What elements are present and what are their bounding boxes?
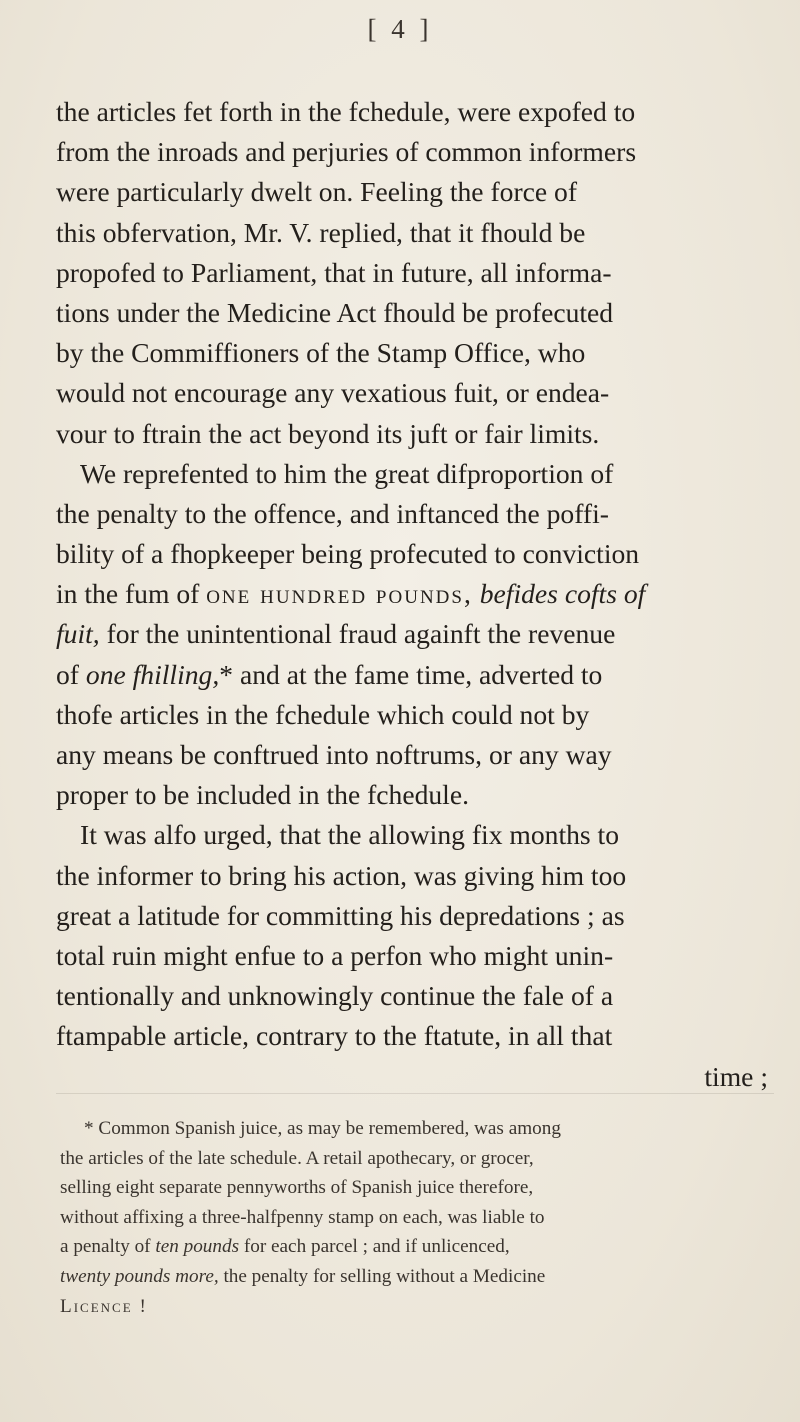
footnote-line <box>60 1232 776 1262</box>
text-line: were particularly dwelt on. Feeling the force of <box>56 176 578 208</box>
text-line: thofe articles in the fchedule which could not by <box>56 698 590 730</box>
text-run: the penalty for selling without a Medicine <box>218 1265 546 1287</box>
text-line: ftampable article, contrary to the ftatute, in all that <box>56 1020 613 1052</box>
text-line: the informer to bring his action, was giving him too <box>56 859 627 891</box>
text-run: in the fum of <box>56 578 207 610</box>
footnote-divider <box>56 1093 774 1094</box>
footnote-line: the articles of the late schedule. A retail apothecary, or grocer, <box>60 1147 534 1169</box>
small-caps-run: Licence ! <box>60 1295 148 1317</box>
text-run: of <box>56 658 86 690</box>
text-line <box>56 614 774 654</box>
text-run: for each parcel ; and if unlicenced, <box>239 1236 510 1258</box>
italic-run: ten pounds <box>155 1236 240 1258</box>
text-line: tions under the Medicine Act fhould be profecuted <box>56 296 614 328</box>
text-line: from the inroads and perjuries of common informers <box>56 136 637 168</box>
text-line: the penalty to the offence, and inftanced the poffi- <box>56 497 609 529</box>
text-line <box>56 655 774 695</box>
text-line: great a latitude for committing his depredations ; as <box>56 899 625 931</box>
main-text <box>56 92 774 1097</box>
italic-run: one fhilling, <box>85 658 220 690</box>
text-line <box>56 574 774 614</box>
text-line: by the Commiffioners of the Stamp Office, who <box>56 337 586 369</box>
text-line: propofed to Parliament, that in future, all informa- <box>56 256 612 288</box>
footnote-line: without affixing a three-halfpenny stamp on each, was liable to <box>60 1206 545 1228</box>
page-number: [ 4 ] <box>367 14 433 44</box>
footnote-line <box>60 1292 776 1322</box>
text-line: proper to be included in the fchedule. <box>56 779 469 811</box>
text-line: bility of a fhopkeeper being profecuted to conviction <box>56 538 640 570</box>
italic-run: twenty pounds more, <box>60 1265 219 1287</box>
paragraph-start: It was alfo urged, that the allowing fix months to <box>80 819 620 851</box>
small-caps-run: one hundred pounds, <box>206 578 473 610</box>
text-line: any means be conftrued into noftrums, or any way <box>56 739 612 770</box>
italic-run: befides cofts of <box>472 578 646 610</box>
catchword: time ; <box>704 1060 768 1092</box>
footnote-line <box>60 1262 776 1292</box>
text-line: would not encourage any vexatious fuit, or endea- <box>56 377 610 409</box>
footnote-line: selling eight separate pennyworths of Spanish juice therefore, <box>60 1177 534 1199</box>
text-run: a penalty of <box>60 1236 156 1258</box>
footnote <box>60 1114 776 1321</box>
footnote-line: * Common Spanish juice, as may be remembered, was among <box>84 1118 561 1139</box>
text-run: * and at the fame time, adverted to <box>219 658 603 690</box>
italic-run: fuit, <box>56 618 100 650</box>
text-line: total ruin might enfue to a perfon who might unin- <box>56 939 614 971</box>
text-line: this obfervation, Mr. V. replied, that it fhould be <box>56 216 586 248</box>
text-run: for the unintentional fraud againft the revenue <box>99 618 616 650</box>
text-line: tentionally and unknowingly continue the fale of a <box>56 980 614 1012</box>
text-line: vour to ftrain the act beyond its juft or fair limits. <box>56 417 600 449</box>
paragraph-start: We reprefented to him the great difproportion of <box>80 457 614 489</box>
text-line: the articles fet forth in the fchedule, were expofed to <box>56 96 636 127</box>
